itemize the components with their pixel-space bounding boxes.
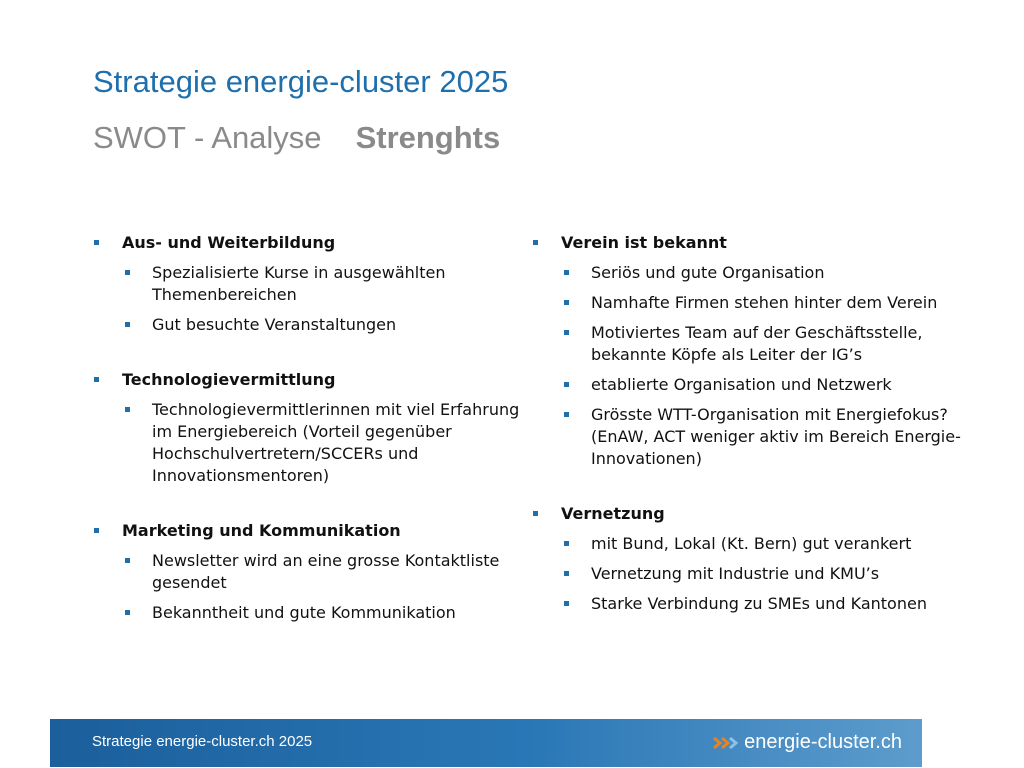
list-item: [531, 404, 981, 470]
left-column: [92, 232, 532, 624]
square-bullet-icon: [564, 601, 569, 606]
list-item: [92, 550, 532, 594]
subtitle-prefix: SWOT - Analyse: [93, 120, 322, 155]
square-bullet-icon: [125, 407, 130, 412]
square-bullet-icon: [533, 511, 538, 516]
section-heading: [531, 232, 981, 254]
item-list: [531, 262, 981, 470]
right-column: [531, 232, 981, 615]
item-list: [531, 533, 981, 615]
item-text: Gut besuchte Veranstaltungen: [152, 315, 397, 334]
list-item: [531, 593, 981, 615]
heading-text: Verein ist bekannt: [561, 233, 727, 252]
item-text: Bekanntheit und gute Kommunikation: [152, 603, 456, 622]
list-item: [92, 262, 532, 306]
item-text: Motiviertes Team auf der Geschäftsstelle, bekannte Köpfe als Leiter der IG’s: [591, 323, 923, 364]
energie-cluster-logo: [712, 731, 902, 754]
square-bullet-icon: [564, 541, 569, 546]
item-text: Starke Verbindung zu SMEs und Kantonen: [591, 594, 927, 613]
heading-text: Vernetzung: [561, 504, 665, 523]
section-heading: [92, 520, 532, 542]
heading-text: Technologievermittlung: [122, 370, 336, 389]
footer-text: Strategie energie-cluster.ch 2025: [92, 733, 313, 750]
square-bullet-icon: [533, 240, 538, 245]
item-text: Vernetzung mit Industrie und KMU’s: [591, 564, 880, 583]
square-bullet-icon: [125, 322, 130, 327]
item-text: Newsletter wird an eine grosse Kontaktliste gesendet: [152, 551, 500, 592]
item-text: Grösste WTT-Organisation mit Energiefokus? (EnAW, ACT weniger aktiv im Bereich Energie-Innovationen): [591, 405, 961, 468]
item-text: Seriös und gute Organisation: [591, 263, 825, 282]
item-text: Technologievermittlerinnen mit viel Erfahrung im Energiebereich (Vorteil gegenüber Hochschulvertretern/SCCERs und Innovationsmentoren): [152, 400, 520, 485]
square-bullet-icon: [564, 382, 569, 387]
list-item: [531, 322, 981, 366]
section-aus-weiterbildung: [92, 232, 532, 336]
list-item: [531, 533, 981, 555]
footer-bar: [50, 719, 922, 767]
section-technologievermittlung: [92, 369, 532, 487]
square-bullet-icon: [94, 240, 99, 245]
heading-text: Marketing und Kommunikation: [122, 521, 401, 540]
list-item: [531, 563, 981, 585]
double-chevron-icon: [712, 736, 738, 750]
section-verein-bekannt: [531, 232, 981, 470]
square-bullet-icon: [564, 270, 569, 275]
slide-subtitle: [93, 120, 500, 156]
section-vernetzung: [531, 503, 981, 615]
square-bullet-icon: [94, 528, 99, 533]
logo-text: energie-cluster.ch: [744, 731, 902, 753]
square-bullet-icon: [125, 270, 130, 275]
slide-title: Strategie energie-cluster 2025: [93, 64, 509, 99]
subtitle-strong: Strenghts: [355, 120, 501, 155]
heading-text: Aus- und Weiterbildung: [122, 233, 336, 252]
item-list: [92, 550, 532, 624]
list-item: [531, 374, 981, 396]
square-bullet-icon: [564, 300, 569, 305]
item-text: Namhafte Firmen stehen hinter dem Verein: [591, 293, 938, 312]
square-bullet-icon: [94, 377, 99, 382]
list-item: [92, 602, 532, 624]
item-text: Spezialisierte Kurse in ausgewählten Themenbereichen: [152, 263, 446, 304]
list-item: [92, 314, 532, 336]
square-bullet-icon: [564, 330, 569, 335]
section-heading: [92, 369, 532, 391]
section-marketing-kommunikation: [92, 520, 532, 624]
list-item: [531, 292, 981, 314]
list-item: [92, 399, 532, 487]
list-item: [531, 262, 981, 284]
section-heading: [531, 503, 981, 525]
item-text: mit Bund, Lokal (Kt. Bern) gut verankert: [591, 534, 912, 553]
square-bullet-icon: [564, 571, 569, 576]
square-bullet-icon: [564, 412, 569, 417]
item-list: [92, 399, 532, 487]
item-text: etablierte Organisation und Netzwerk: [591, 375, 892, 394]
square-bullet-icon: [125, 610, 130, 615]
item-list: [92, 262, 532, 336]
section-heading: [92, 232, 532, 254]
square-bullet-icon: [125, 558, 130, 563]
